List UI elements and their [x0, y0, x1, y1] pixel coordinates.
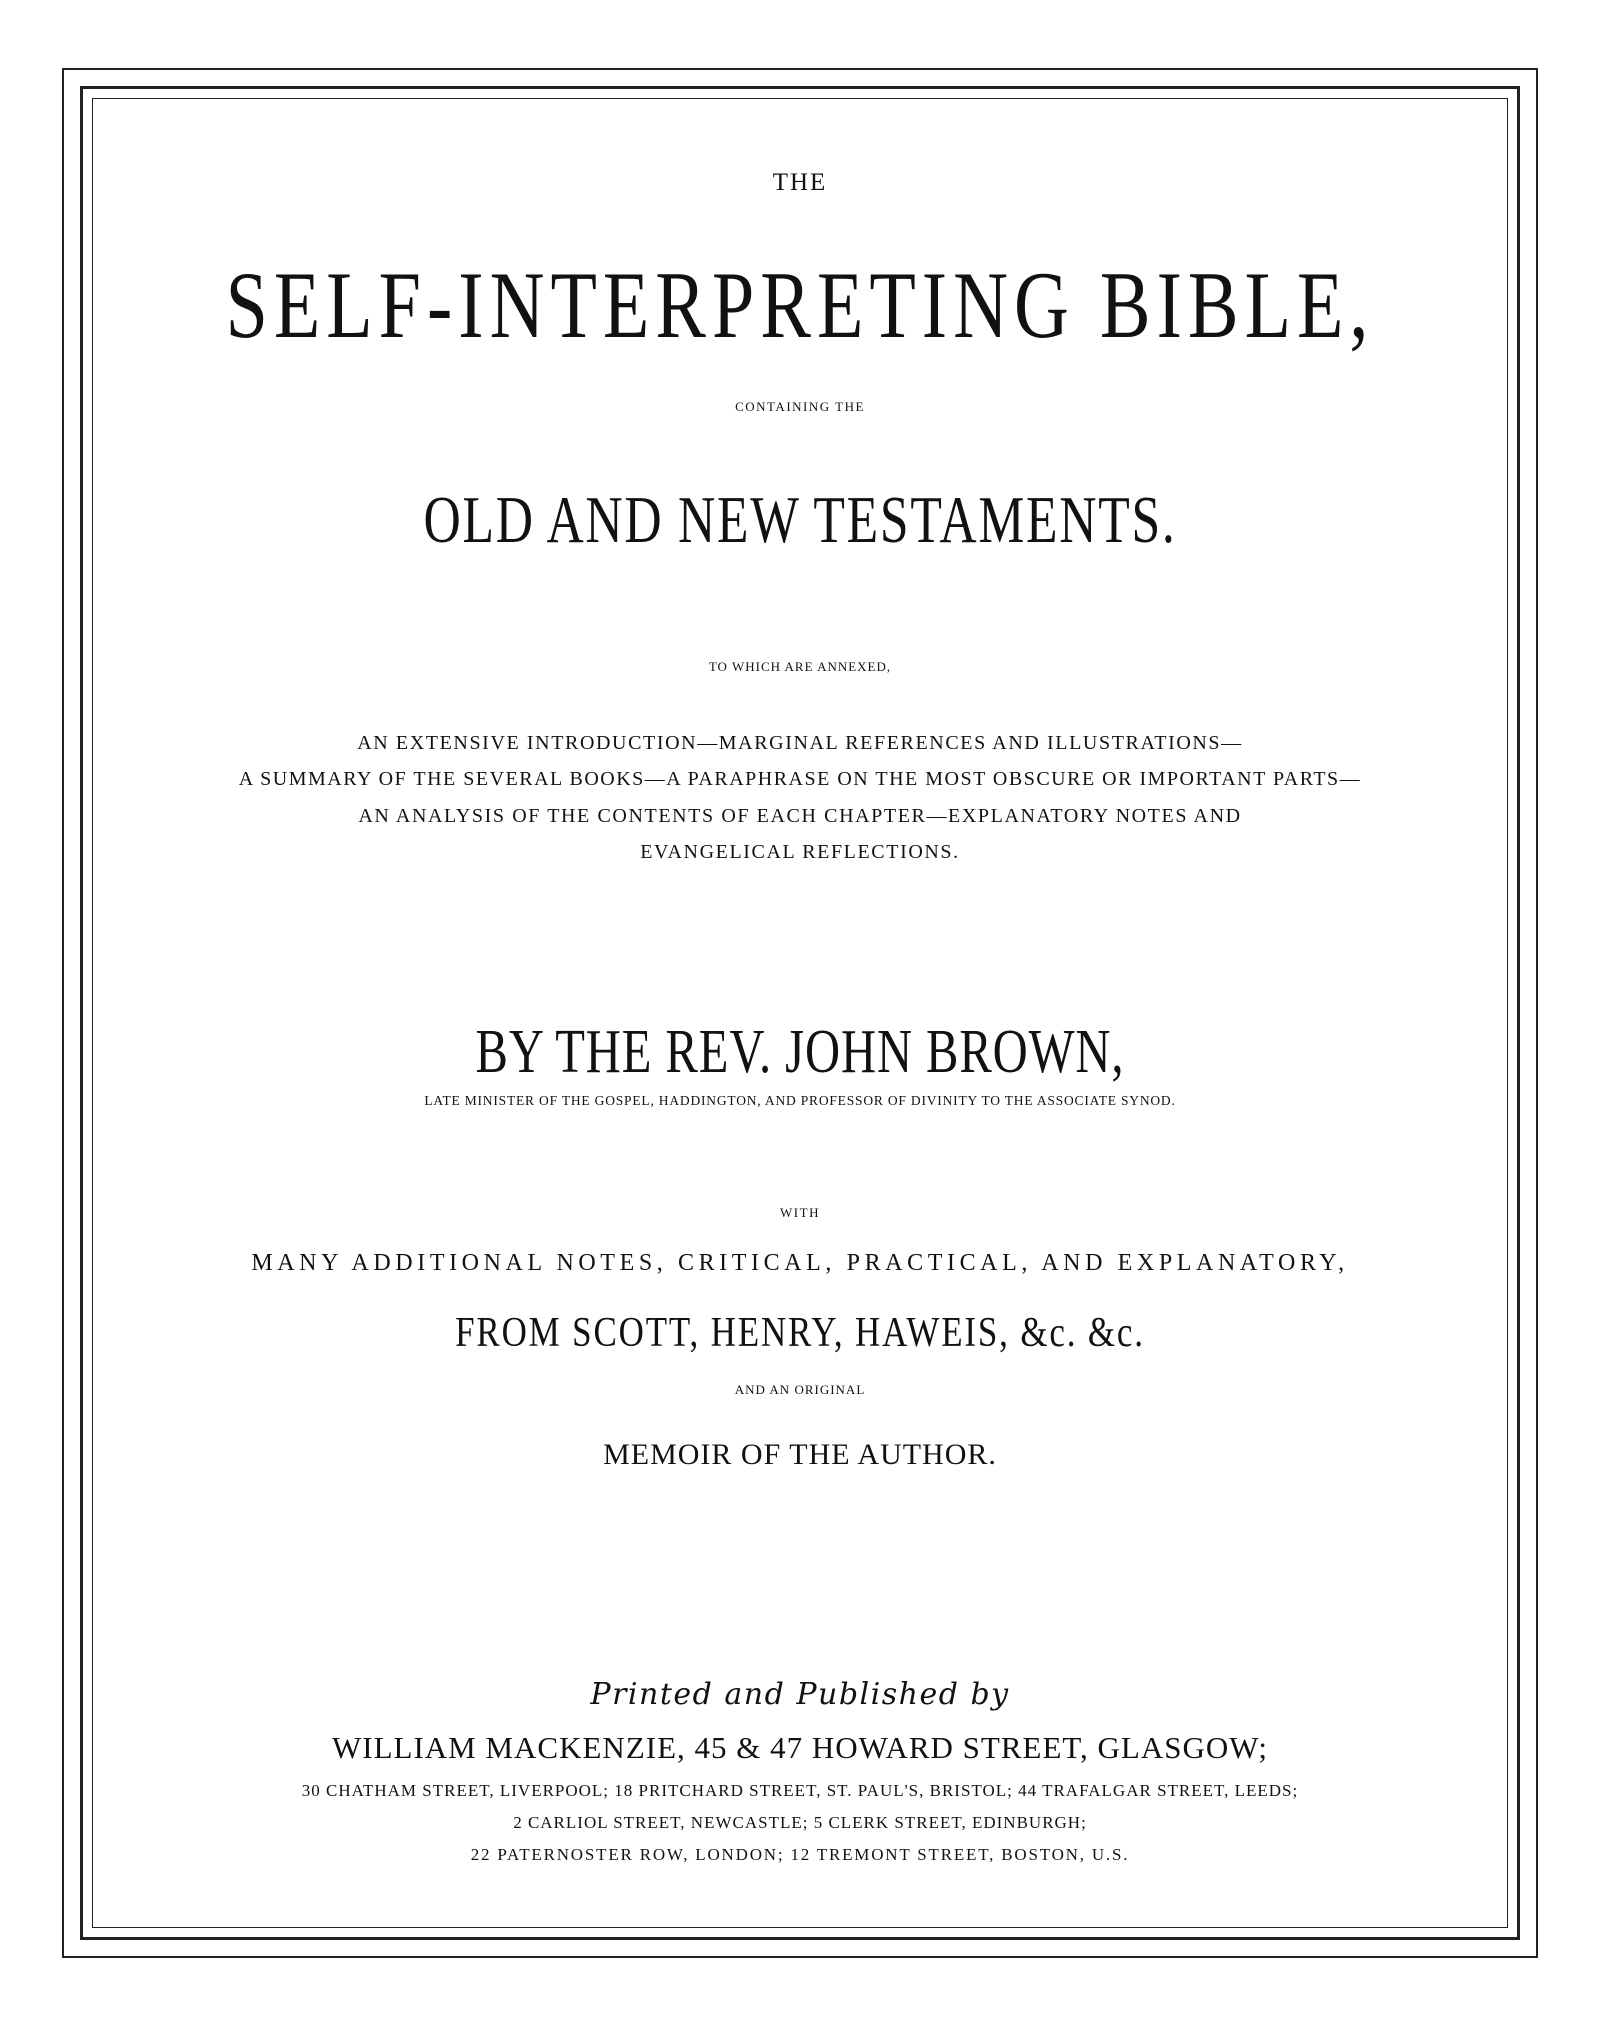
sources-line: FROM SCOTT, HENRY, HAWEIS, &c. &c.	[455, 1309, 1145, 1356]
address-line: 22 PATERNOSTER ROW, LONDON; 12 TREMONT STREET, BOSTON, U.S.	[470, 1845, 1130, 1864]
main-title: SELF-INTERPRETING BIBLE,	[225, 253, 1375, 358]
description-line: AN EXTENSIVE INTRODUCTION—MARGINAL REFERENCES AND ILLUSTRATIONS—	[357, 732, 1243, 754]
containing-line: CONTAINING THE	[735, 399, 865, 414]
author-line: BY THE REV. JOHN BROWN,	[475, 1016, 1125, 1086]
description-line: A SUMMARY OF THE SEVERAL BOOKS—A PARAPHRASE ON THE MOST OBSCURE OR IMPORTANT PARTS—	[238, 768, 1362, 790]
address-line: 2 CARLIOL STREET, NEWCASTLE; 5 CLERK STREET, EDINBURGH;	[513, 1813, 1087, 1832]
description-line: EVANGELICAL REFLECTIONS.	[640, 841, 960, 863]
additional-notes-line: MANY ADDITIONAL NOTES, CRITICAL, PRACTICAL, AND EXPLANATORY,	[251, 1250, 1349, 1276]
with-line: WITH	[780, 1205, 820, 1220]
and-original-line: AND AN ORIGINAL	[734, 1382, 866, 1397]
address-line: 30 CHATHAM STREET, LIVERPOOL; 18 PRITCHARD STREET, ST. PAUL'S, BRISTOL; 44 TRAFALGAR STREET, LEEDS;	[301, 1781, 1299, 1800]
memoir-line: MEMOIR OF THE AUTHOR.	[603, 1438, 997, 1471]
printed-by-line: Printed and Published by	[590, 1677, 1010, 1712]
annexed-line: TO WHICH ARE ANNEXED,	[708, 659, 892, 674]
border-frame-inner	[92, 98, 1508, 1928]
description-line: AN ANALYSIS OF THE CONTENTS OF EACH CHAPTER—EXPLANATORY NOTES AND	[358, 805, 1242, 827]
testaments-title: OLD AND NEW TESTAMENTS.	[423, 482, 1177, 557]
title-article: THE	[772, 169, 828, 196]
publisher-line: WILLIAM MACKENZIE, 45 & 47 HOWARD STREET, GLASGOW;	[332, 1730, 1268, 1765]
author-description: LATE MINISTER OF THE GOSPEL, HADDINGTON, AND PROFESSOR OF DIVINITY TO THE ASSOCIATE SYNOD.	[424, 1093, 1176, 1108]
